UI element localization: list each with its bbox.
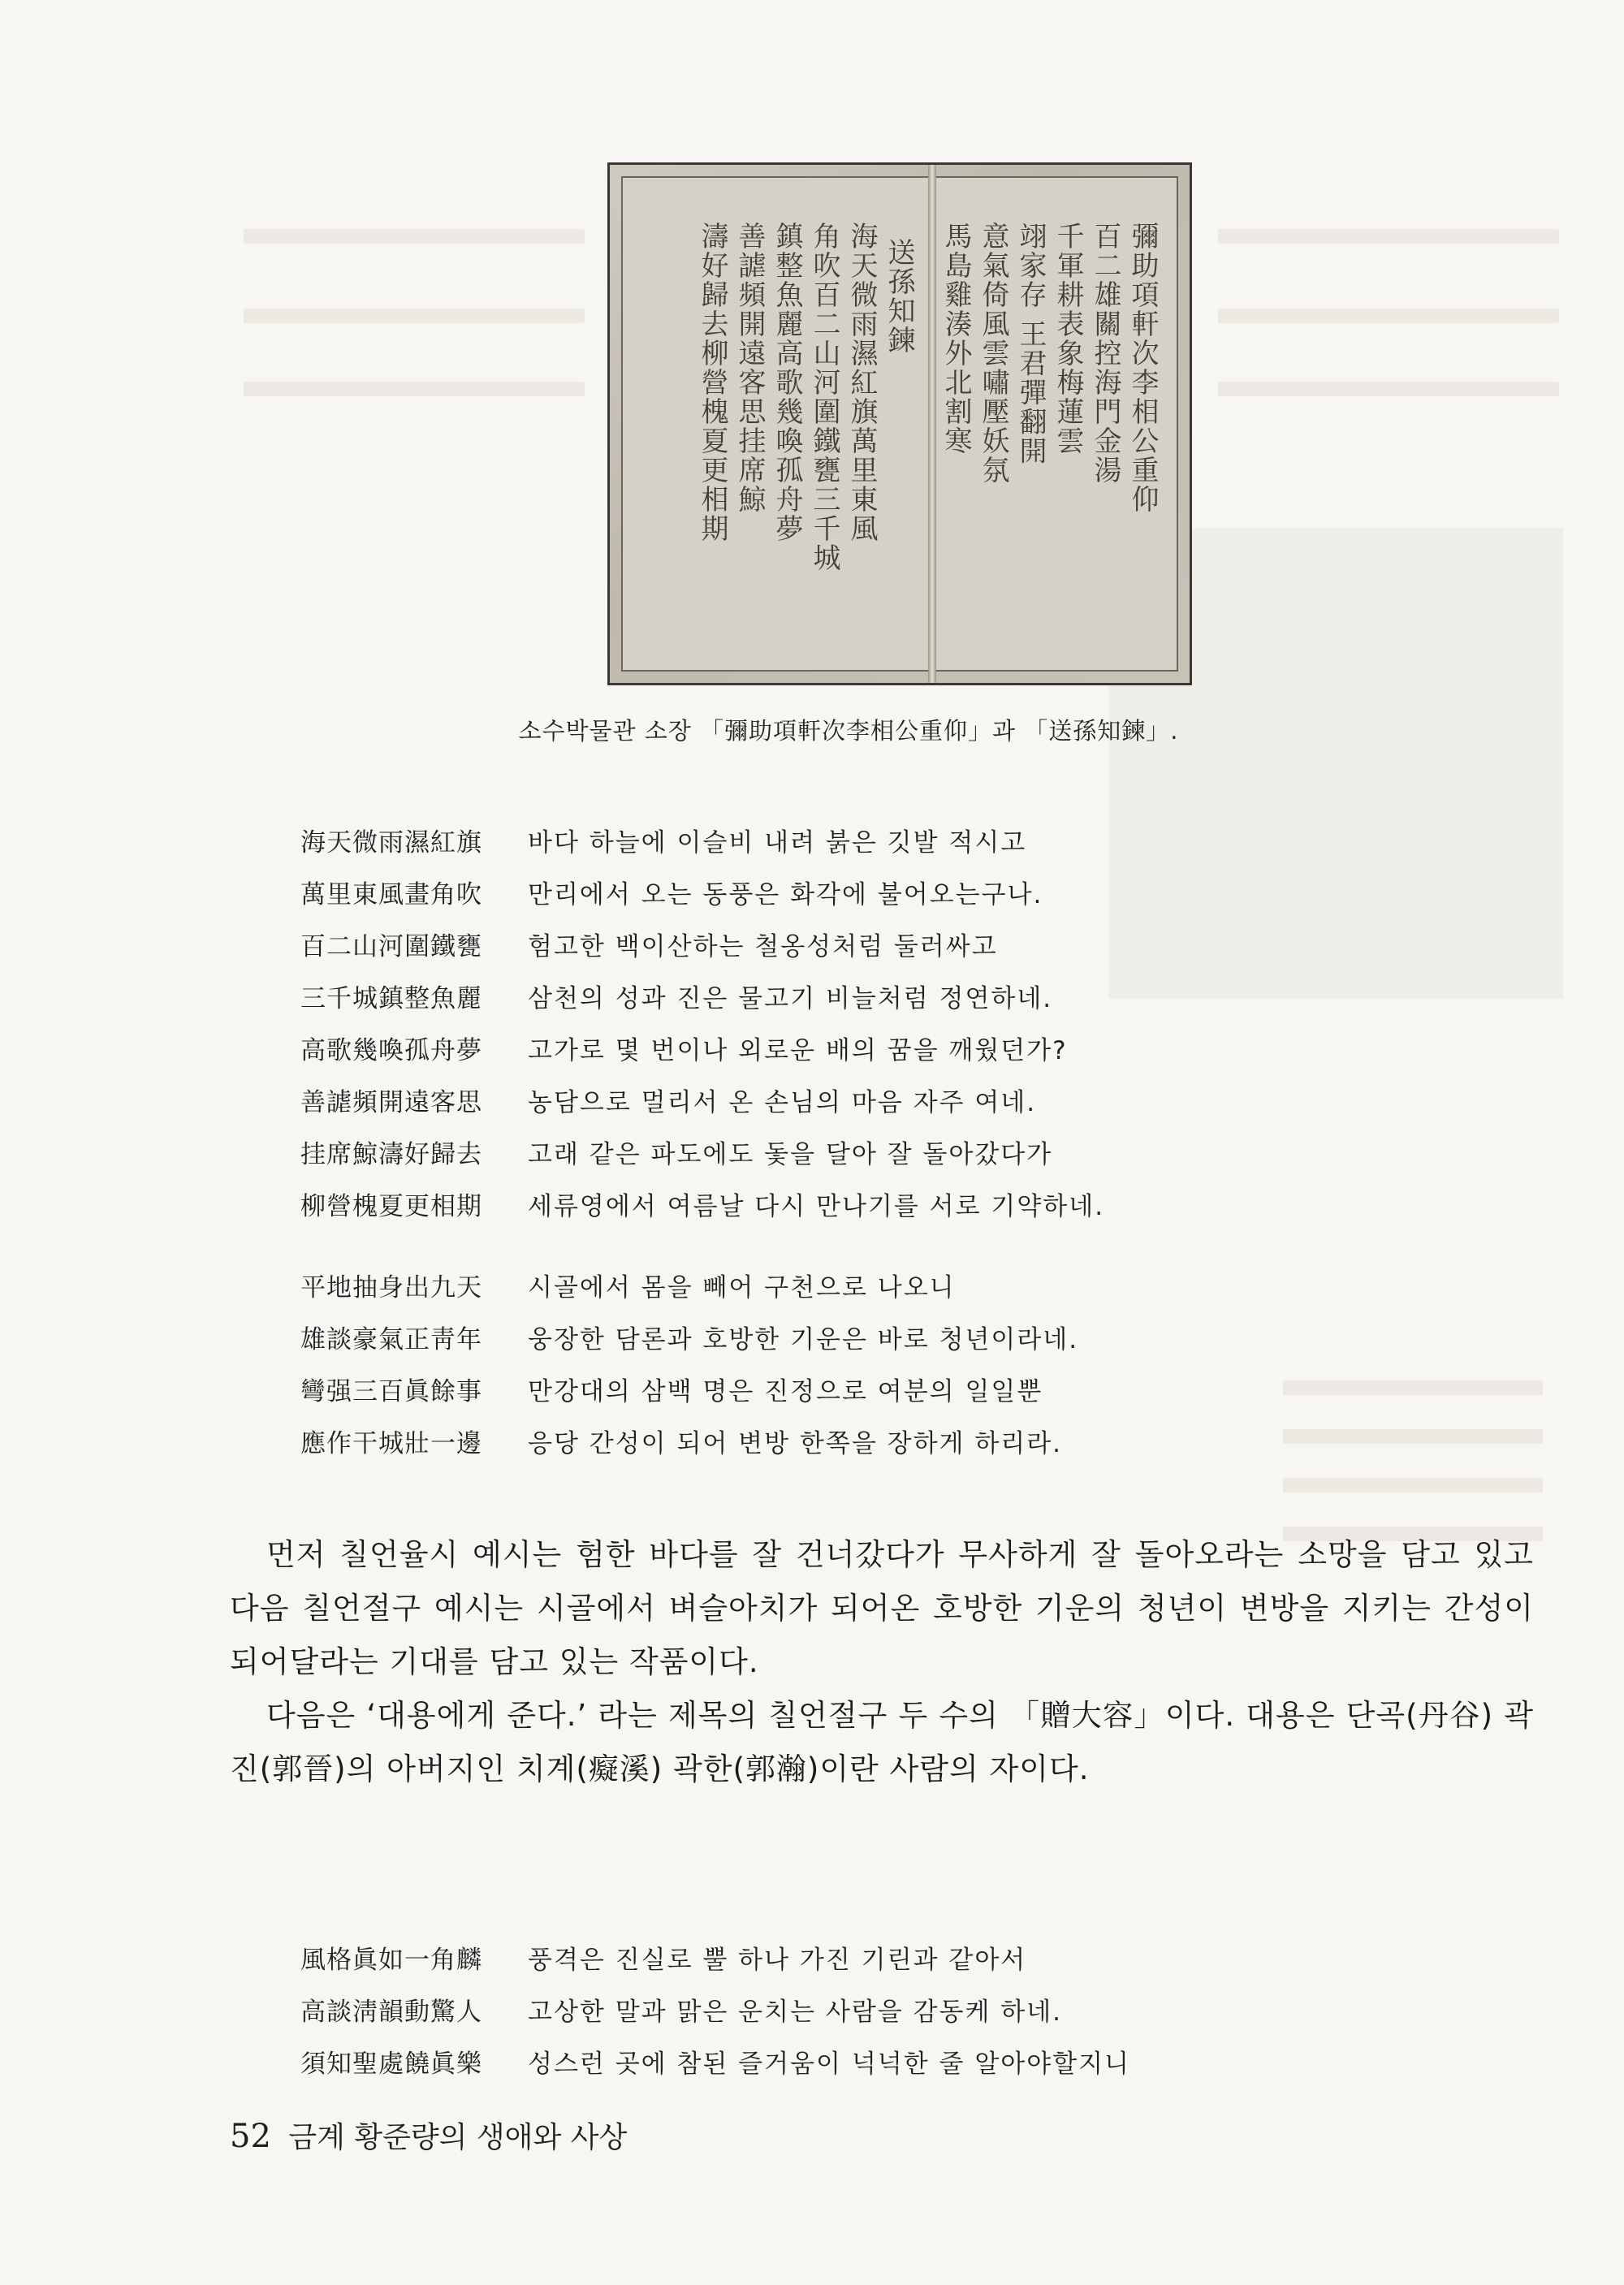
poem-line — [0, 1371, 1624, 1419]
bleed-through-line — [1218, 382, 1559, 396]
poem-line-hanja: 高談淸韻動驚人 — [300, 1998, 482, 2027]
calligraphy-column: 意氣倚風雲嘯壓妖氛 — [977, 222, 1009, 485]
paragraph: 다음은 ‘대용에게 준다.’ 라는 제목의 칠언절구 두 수의 「贈大容」이다. 대용은 단곡(丹谷) 곽진(郭晉)의 아버지인 치계(癡溪) 곽한(郭瀚)이란 사람의 자이다. — [230, 1698, 1534, 1786]
bleed-through-line — [1218, 229, 1559, 244]
page-footer — [230, 2114, 627, 2156]
calligraphy-photo — [607, 162, 1192, 685]
poem-line-hanja: 挂席鯨濤好歸去 — [300, 1140, 482, 1169]
bleed-through-line — [244, 382, 585, 396]
poem-line-hanja: 百二山河圍鐵甕 — [300, 932, 482, 961]
calligraphy-column: 馬島雞湊外北割寒 — [939, 222, 972, 456]
poem-line-hanja: 平地抽身出九天 — [300, 1273, 482, 1302]
poem-line-korean: 세류영에서 여름날 다시 만나기를 서로 기약하네. — [528, 1192, 1105, 1221]
poem-line-hanja: 萬里東風畫角吹 — [300, 880, 482, 909]
calligraphy-column: 翊家存 王君彈翻開 — [1014, 222, 1047, 466]
photo-fold — [928, 165, 936, 683]
poem-line-korean: 삼천의 성과 진은 물고기 비늘처럼 정연하네. — [528, 984, 1053, 1013]
page-number: 52 — [230, 2118, 271, 2155]
poem-line — [0, 1423, 1624, 1471]
poem-line-hanja: 高歌幾喚孤舟夢 — [300, 1036, 482, 1065]
poem-line-hanja: 風格眞如一角麟 — [300, 1946, 482, 1975]
poem-line — [0, 822, 1624, 870]
bleed-through-line — [244, 309, 585, 323]
bleed-through-line — [1218, 309, 1559, 323]
poem-line-hanja: 三千城鎮整魚麗 — [300, 984, 482, 1013]
calligraphy-column: 海天微雨濕紅旗萬里東風 — [845, 222, 878, 543]
poem-line — [0, 926, 1624, 974]
calligraphy-column: 善謔頻開遠客思挂席鯨 — [733, 222, 766, 514]
poem-line-hanja: 須知聖處饒眞樂 — [300, 2050, 482, 2079]
poem-line-korean: 성스런 곳에 참된 즐거움이 넉넉한 줄 알아야할지니 — [528, 2050, 1130, 2079]
poem-line-korean: 고가로 몇 번이나 외로운 배의 꿈을 깨웠던가? — [528, 1036, 1068, 1065]
poem-line — [0, 2043, 1624, 2092]
poem-line-hanja: 柳營槐夏更相期 — [300, 1192, 482, 1221]
paragraph: 먼저 칠언율시 예시는 험한 바다를 잘 건너갔다가 무사하게 잘 돌아오라는 소망을 담고 있고 다음 칠언절구 예시는 시골에서 벼슬아치가 되어온 호방한 기운의 청년이 변방을 지키는 간성이 되어달라는 기대를 담고 있는 작품이다. — [230, 1537, 1534, 1679]
book-title: 금계 황준량의 생애와 사상 — [288, 2121, 628, 2154]
calligraphy-column: 送孫知鍊 — [883, 238, 915, 355]
body-text — [230, 1528, 1534, 1796]
poem-line-hanja: 彎强三百眞餘事 — [300, 1377, 482, 1406]
calligraphy-column: 千軍耕表象梅蓮雲 — [1052, 222, 1084, 456]
calligraphy-column: 角吹百二山河圍鐵甕三千城 — [808, 222, 840, 572]
figure-caption — [0, 713, 1624, 746]
poem-line-hanja: 應作干城壯一邊 — [300, 1429, 482, 1458]
poem-line-hanja: 海天微雨濕紅旗 — [300, 828, 482, 857]
bleed-through-line — [1283, 1478, 1543, 1492]
poem-line — [0, 874, 1624, 922]
poem-line-korean: 험고한 백이산하는 철옹성처럼 둘러싸고 — [528, 932, 998, 961]
poem-line — [0, 1134, 1624, 1182]
poem-line — [0, 1186, 1624, 1234]
poem-line-korean: 고래 같은 파도에도 돛을 달아 잘 돌아갔다가 — [528, 1140, 1053, 1169]
calligraphy-column: 濤好歸去柳營槐夏更相期 — [696, 222, 728, 543]
poem-line-korean: 만리에서 오는 동풍은 화각에 불어오는구나. — [528, 880, 1043, 909]
poem-line — [0, 1991, 1624, 2040]
caption-text: 소수박물관 소장 「彌助項軒次李相公重仰」과 「送孫知鍊」. — [518, 717, 1179, 745]
poem-line-korean: 웅장한 담론과 호방한 기운은 바로 청년이라네. — [528, 1325, 1079, 1354]
calligraphy-column: 百二雄關控海門金湯 — [1089, 222, 1121, 485]
poem-line — [0, 1939, 1624, 1988]
bleed-through-line — [244, 229, 585, 244]
poem-line — [0, 978, 1624, 1026]
poem-line — [0, 1267, 1624, 1315]
poem-line-hanja: 善謔頻開遠客思 — [300, 1088, 482, 1117]
poem-line — [0, 1030, 1624, 1078]
poem-line-korean: 고상한 말과 맑은 운치는 사람을 감동케 하네. — [528, 1998, 1063, 2027]
poem-line-korean: 풍격은 진실로 뿔 하나 가진 기린과 같아서 — [528, 1946, 1027, 1975]
poem-line-korean: 시골에서 몸을 빼어 구천으로 나오니 — [528, 1273, 956, 1302]
poem-line-korean: 만강대의 삼백 명은 진정으로 여분의 일일뿐 — [528, 1377, 1043, 1406]
poem-line — [0, 1319, 1624, 1367]
poem-line — [0, 1082, 1624, 1130]
calligraphy-column: 鎮整魚麗高歌幾喚孤舟夢 — [771, 222, 803, 543]
calligraphy-column: 彌助項軒次李相公重仰 — [1126, 222, 1159, 514]
poem-line-korean: 바다 하늘에 이슬비 내려 붉은 깃발 적시고 — [528, 828, 1027, 857]
poem-line-korean: 농담으로 멀리서 온 손님의 마음 자주 여네. — [528, 1088, 1037, 1117]
poem-line-korean: 응당 간성이 되어 변방 한쪽을 장하게 하리라. — [528, 1429, 1063, 1458]
poem-line-hanja: 雄談豪氣正靑年 — [300, 1325, 482, 1354]
